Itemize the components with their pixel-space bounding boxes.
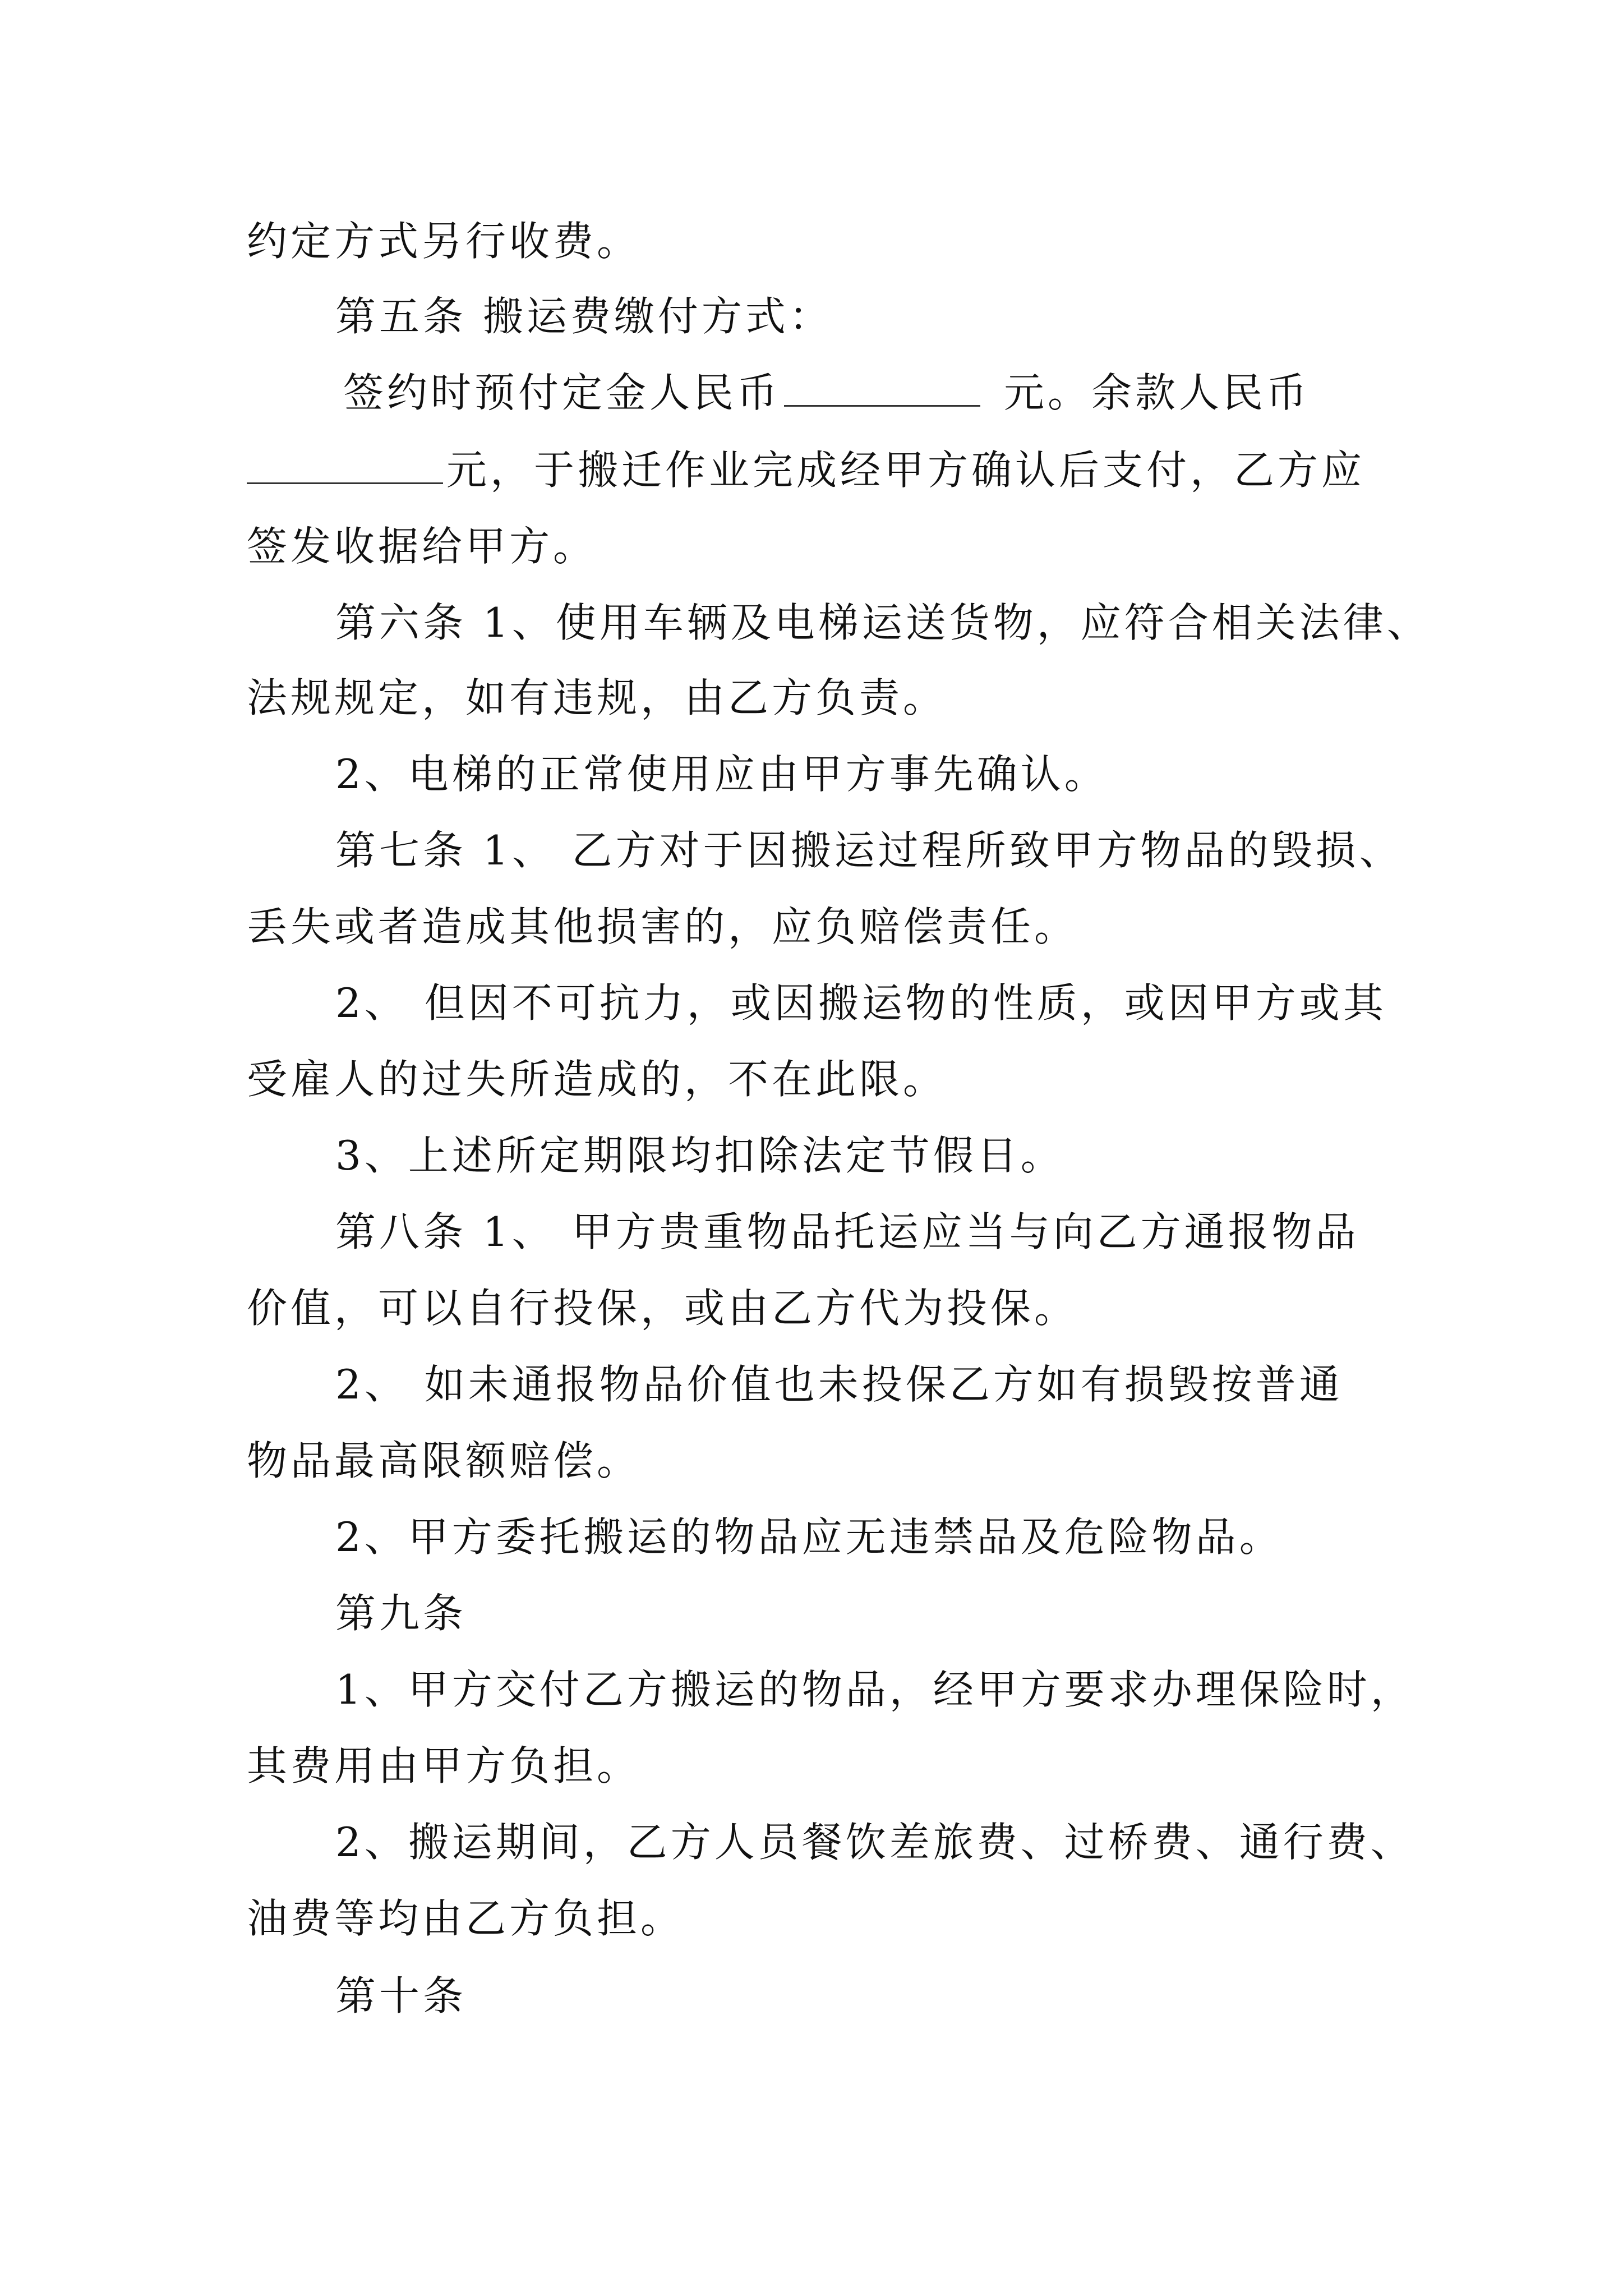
paragraph-line: 物品最高限额赔偿。 <box>247 1437 641 1484</box>
balance-payment-text: 元，于搬迁作业完成经甲方确认后支付，乙方应 <box>446 447 1366 494</box>
paragraph-line <box>343 366 1310 420</box>
balance-amount-blank <box>247 445 443 484</box>
paragraph-line: 1、甲方交付乙方搬运的物品，经甲方要求办理保险时， <box>335 1666 1414 1713</box>
paragraph-line: 2、 但因不可抗力，或因搬运物的性质，或因甲方或其 <box>335 979 1387 1027</box>
paragraph-line: 2、搬运期间，乙方人员餐饮差旅费、过桥费、通行费、 <box>335 1819 1414 1866</box>
paragraph-line: 2、 如未通报物品价值也未投保乙方如有损毁按普通 <box>335 1361 1343 1408</box>
paragraph-line: 2、电梯的正常使用应由甲方事先确认。 <box>335 751 1108 798</box>
article-7-heading: 第七条 1、 乙方对于因搬运过程所致甲方物品的毁损、 <box>335 827 1403 874</box>
paragraph-line: 3、上述所定期限均扣除法定节假日。 <box>335 1132 1064 1179</box>
paragraph-line <box>247 443 1365 497</box>
paragraph-line: 约定方式另行收费。 <box>247 218 641 265</box>
balance-text: 元。余款人民币 <box>1004 369 1311 416</box>
paragraph-line: 其费用由甲方负担。 <box>247 1742 641 1789</box>
deposit-amount-blank <box>784 368 980 407</box>
deposit-text: 签约时预付定金人民币 <box>343 369 781 416</box>
paragraph-line: 2、甲方委托搬运的物品应无违禁品及危险物品。 <box>335 1513 1283 1561</box>
paragraph-line: 丢失或者造成其他损害的，应负赔偿责任。 <box>247 903 1078 950</box>
article-8-heading: 第八条 1、 甲方贵重物品托运应当与向乙方通报物品 <box>335 1208 1359 1255</box>
paragraph-line: 法规规定，如有违规，由乙方负责。 <box>247 674 947 721</box>
article-6-heading: 第六条 1、使用车辆及电梯运送货物，应符合相关法律、 <box>335 599 1431 646</box>
paragraph-line: 签发收据给甲方。 <box>247 523 597 570</box>
paragraph-line: 受雇人的过失所造成的，不在此限。 <box>247 1056 947 1103</box>
article-10-heading: 第十条 <box>335 1972 467 2019</box>
article-5-heading: 第五条 搬运费缴付方式： <box>335 293 833 340</box>
paragraph-line: 油费等均由乙方负担。 <box>247 1895 685 1942</box>
article-9-heading: 第九条 <box>335 1590 467 1637</box>
paragraph-line: 价值，可以自行投保，或由乙方代为投保。 <box>247 1285 1078 1332</box>
